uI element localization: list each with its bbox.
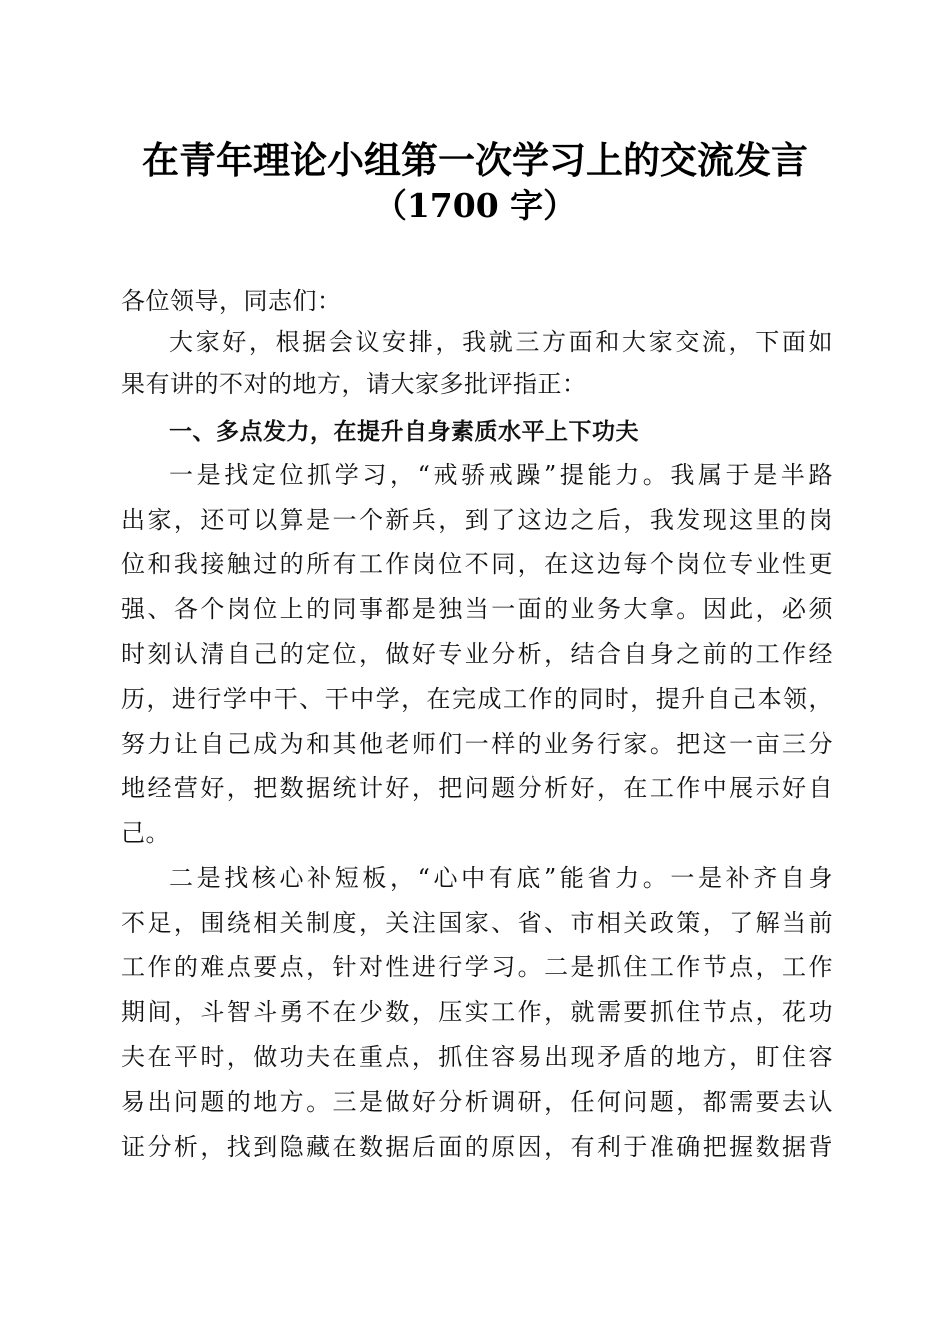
paragraph-line: 不足，围绕相关制度，关注国家、省、市相关政策，了解当前 <box>121 909 833 937</box>
paragraph-line: 历，进行学中干、干中学，在完成工作的同时，提升自己本领， <box>121 685 833 713</box>
paragraph-line: 期间，斗智斗勇不在少数，压实工作，就需要抓住节点，花功 <box>121 998 833 1026</box>
paragraph-line: 时刻认清自己的定位，做好专业分析，结合自身之前的工作经 <box>121 640 833 668</box>
paragraph-line: 地经营好，把数据统计好，把问题分析好，在工作中展示好自 <box>121 774 833 802</box>
paragraph-line: 位和我接触过的所有工作岗位不同，在这边每个岗位专业性更 <box>121 550 833 578</box>
paragraph-line: 强、各个岗位上的同事都是独当一面的业务大拿。因此，必须 <box>121 595 833 623</box>
paragraph-line: 己。 <box>121 819 170 847</box>
intro-line: 果有讲的不对的地方，请大家多批评指正： <box>121 370 587 398</box>
paragraph-line: 工作的难点要点，针对性进行学习。二是抓住工作节点，工作 <box>121 953 833 981</box>
paragraph-line: 二是找核心补短板，“心中有底”能省力。一是补齐自身 <box>169 864 833 892</box>
paragraph-line: 易出问题的地方。三是做好分析调研，任何问题，都需要去认 <box>121 1088 833 1116</box>
section-heading: 一、多点发力，在提升自身素质水平上下功夫 <box>169 419 639 445</box>
paragraph-line: 一是找定位抓学习，“戒骄戒躁”提能力。我属于是半路 <box>169 461 833 489</box>
document-word-count: （1700 字） <box>373 186 577 225</box>
paragraph-line: 证分析，找到隐藏在数据后面的原因，有利于准确把握数据背 <box>121 1133 833 1161</box>
salutation: 各位领导，同志们： <box>121 287 342 315</box>
document-title: 在青年理论小组第一次学习上的交流发言 <box>142 138 808 182</box>
paragraph-line: 努力让自己成为和其他老师们一样的业务行家。把这一亩三分 <box>121 730 833 758</box>
paragraph-line: 出家，还可以算是一个新兵，到了这边之后，我发现这里的岗 <box>121 506 833 534</box>
intro-line: 大家好，根据会议安排，我就三方面和大家交流，下面如 <box>169 328 833 356</box>
paragraph-line: 夫在平时，做功夫在重点，抓住容易出现矛盾的地方，盯住容 <box>121 1043 833 1071</box>
